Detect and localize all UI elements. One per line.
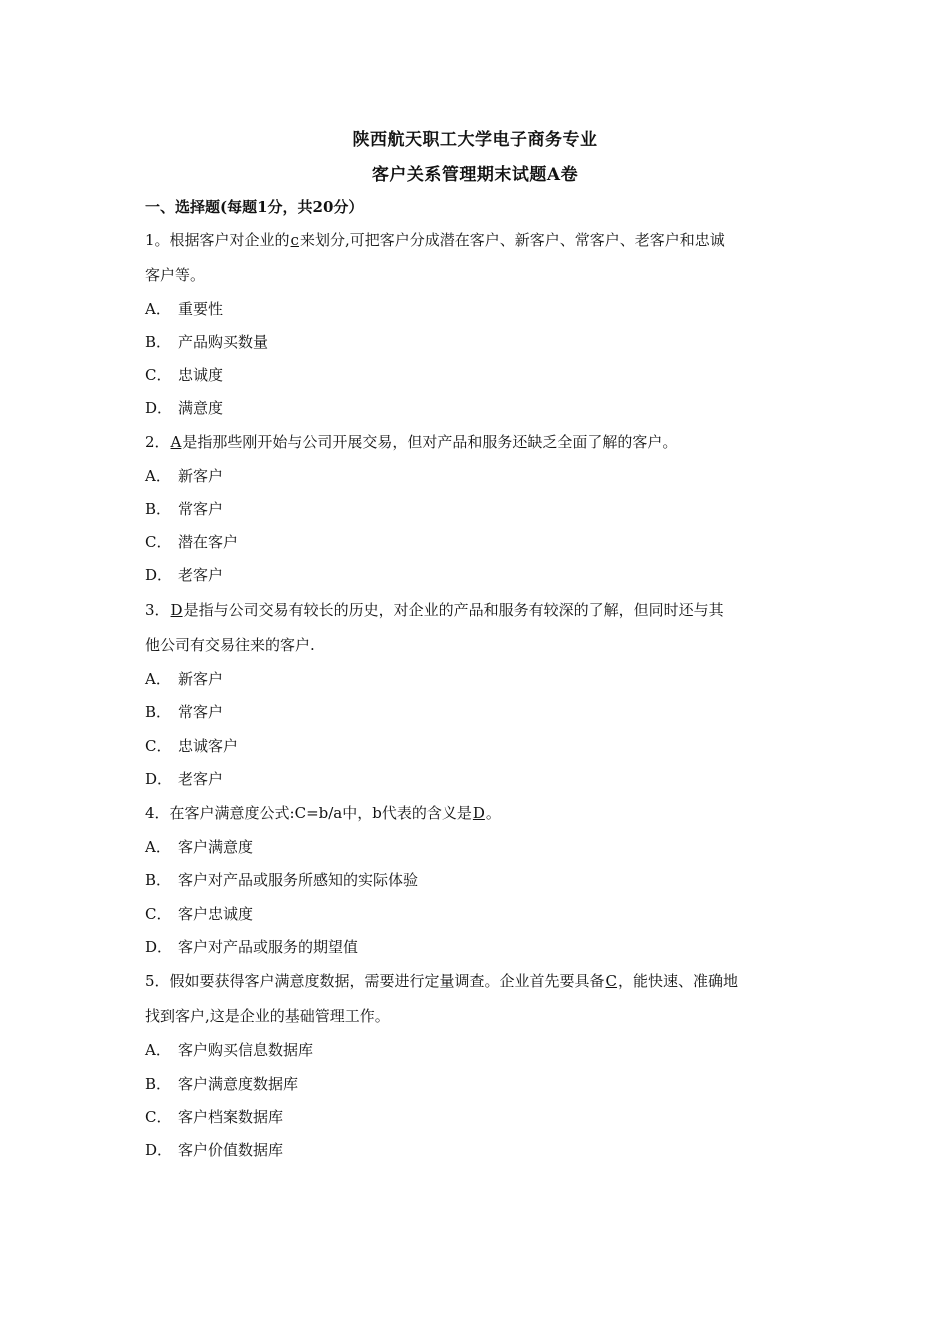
option-text: 客户价值数据库 [178,1141,284,1159]
question-1-line2: 客户等。 [145,266,206,284]
option-letter: A． [145,1041,171,1059]
question-5-answer: C [605,972,618,990]
option-letter: C． [145,533,172,551]
option-text: 产品购买数量 [178,333,269,351]
option-text: 客户对产品或服务所感知的实际体验 [178,871,419,889]
option-text: 客户满意度 [178,838,254,856]
question-5-line1 [145,971,738,991]
option-letter: B． [145,333,172,351]
question-3-prefix: 3． [145,601,170,619]
question-3-answer: D [170,601,183,619]
question-5-option-b [145,1074,298,1094]
question-3-line1 [145,600,724,620]
question-1-suffix: 来划分,可把客户分成潜在客户、新客户、常客户、老客户和忠诚 [299,231,725,249]
option-letter: D． [145,399,173,417]
document-title-line1: 陕西航天职工大学电子商务专业 [352,130,598,150]
option-text: 忠诚客户 [178,737,239,755]
option-letter: B． [145,703,172,721]
question-2-option-a [145,466,223,486]
question-1-option-d [145,398,223,418]
option-text: 客户购买信息数据库 [178,1041,314,1059]
question-4-option-a [145,837,253,857]
question-2-option-d [145,565,223,585]
option-letter: B． [145,871,172,889]
option-text: 常客户 [178,500,224,518]
question-4-option-c [145,904,253,924]
question-4-option-b [145,870,418,890]
question-5-option-a [145,1040,313,1060]
option-letter: D． [145,938,173,956]
question-3-option-a [145,669,223,689]
question-5-prefix: 5．假如要获得客户满意度数据，需要进行定量调查。企业首先要具备 [145,972,605,990]
option-letter: C． [145,366,172,384]
option-text: 满意度 [178,399,224,417]
option-letter: D． [145,1141,173,1159]
option-text: 潜在客户 [178,533,239,551]
question-1-option-a [145,299,223,319]
question-5-option-d [145,1140,283,1160]
option-letter: C． [145,1108,172,1126]
option-text: 新客户 [178,670,224,688]
option-letter: B． [145,1075,172,1093]
option-text: 老客户 [178,770,224,788]
option-letter: C． [145,905,172,923]
option-text: 重要性 [178,300,224,318]
question-4-option-d [145,937,358,957]
option-letter: D． [145,566,173,584]
question-3-option-d [145,769,223,789]
option-text: 客户忠诚度 [178,905,254,923]
question-2-line1 [145,432,677,452]
section-heading: 一、选择题(每题1分，共20分） [145,198,364,216]
question-3-option-b [145,702,223,722]
question-3-line2: 他公司有交易往来的客户. [145,636,315,654]
question-2-suffix: 是指那些刚开始与公司开展交易，但对产品和服务还缺乏全面了解的客户。 [182,433,678,451]
option-letter: D． [145,770,173,788]
question-1-option-c [145,365,223,385]
question-1-line1 [145,230,725,250]
question-1-option-b [145,332,268,352]
question-1-answer: c [290,231,299,249]
question-2-answer: A [170,433,182,451]
option-letter: A． [145,838,171,856]
question-2-option-c [145,532,238,552]
option-letter: A． [145,300,171,318]
question-3-option-c [145,736,238,756]
question-3-suffix: 是指与公司交易有较长的历史，对企业的产品和服务有较深的了解，但同时还与其 [183,601,724,619]
question-2-option-b [145,499,223,519]
document-title-line2: 客户关系管理期末试题A卷 [371,165,579,185]
question-5-option-c [145,1107,283,1127]
option-text: 客户档案数据库 [178,1108,284,1126]
question-4-suffix: 。 [485,804,501,822]
option-text: 老客户 [178,566,224,584]
question-4-line1 [145,803,501,823]
option-text: 新客户 [178,467,224,485]
option-text: 常客户 [178,703,224,721]
question-2-prefix: 2． [145,433,170,451]
question-5-line2: 找到客户,这是企业的基础管理工作。 [145,1007,390,1025]
option-text: 忠诚度 [178,366,224,384]
question-5-suffix: ，能快速、准确地 [618,972,739,990]
option-text: 客户满意度数据库 [178,1075,299,1093]
option-text: 客户对产品或服务的期望值 [178,938,359,956]
option-letter: A． [145,467,171,485]
question-4-answer: D [472,804,485,822]
question-1-prefix: 1。根据客户对企业的 [145,231,290,249]
option-letter: C． [145,737,172,755]
option-letter: A． [145,670,171,688]
question-4-prefix: 4．在客户满意度公式:C=b/a中，b代表的含义是 [145,804,472,822]
option-letter: B． [145,500,172,518]
